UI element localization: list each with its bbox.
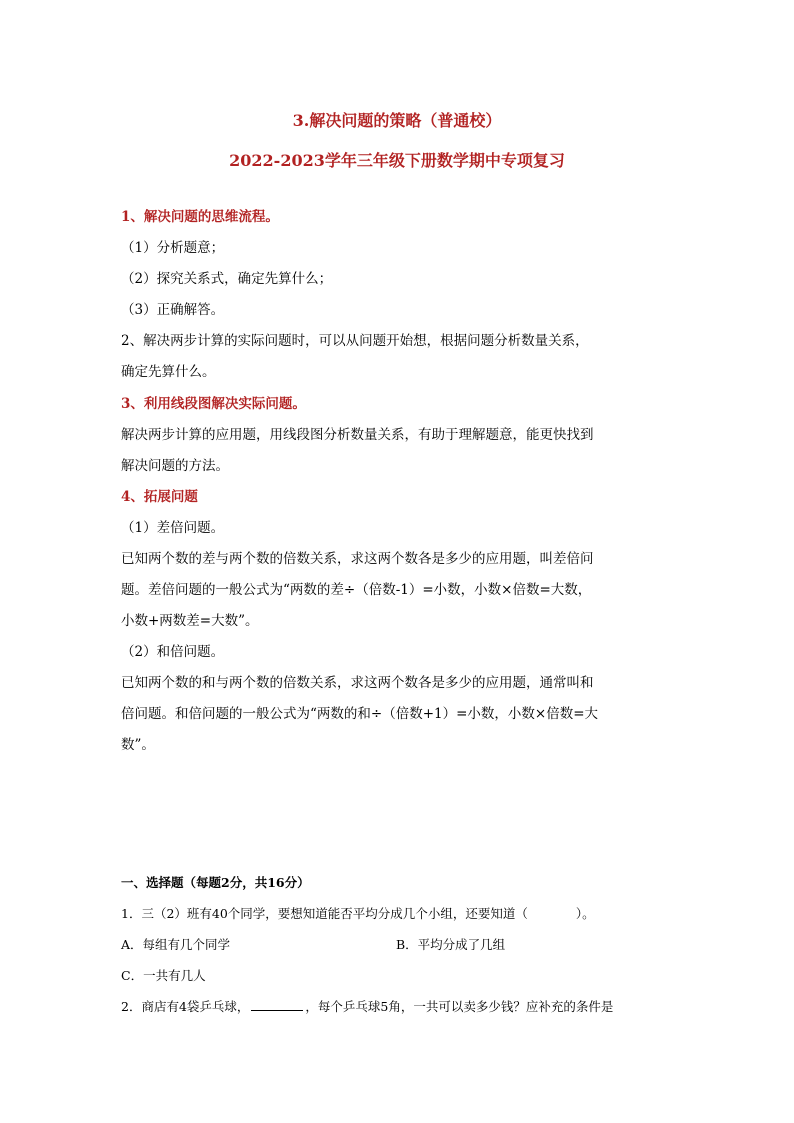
option-c: C．一共有几人 (121, 968, 206, 983)
document-subtitle: 2022-2023学年三年级下册数学期中专项复习 (229, 151, 565, 170)
paragraph-line-diagram-line1: 解决两步计算的应用题，用线段图分析数量关系，有助于理解题意，能更快找到 (121, 427, 594, 443)
subheading-sum-multiple: （2）和倍问题。 (121, 644, 225, 660)
question-1-text: 1．三（2）班有40个同学，要想知道能否平均分成几个小组，还要知道（ (121, 906, 528, 921)
difference-multiple-line2: 题。差倍问题的一般公式为“两数的差÷（倍数-1）=小数，小数×倍数=大数， (121, 582, 592, 598)
difference-multiple-line1: 已知两个数的差与两个数的倍数关系，求这两个数各是多少的应用题，叫差倍问 (121, 551, 594, 567)
question-1 (121, 904, 681, 924)
fill-blank[interactable] (251, 998, 303, 1011)
heading-thinking-process: 1、解决问题的思维流程。 (121, 209, 279, 225)
paragraph-two-step-line1: 2、解决两步计算的实际问题时，可以从问题开始想，根据问题分析数量关系， (121, 333, 589, 349)
sum-multiple-line1: 已知两个数的和与两个数的倍数关系，求这两个数各是多少的应用题，通常叫和 (121, 675, 594, 691)
section-choice-questions: 一、选择题（每题2分，共16分） (121, 875, 310, 890)
paragraph-two-step-line2: 确定先算什么。 (121, 364, 216, 380)
question-2-post: ，每个乒乓球5角，一共可以卖多少钱？应补充的条件是 (305, 999, 614, 1014)
document-title: 3.解决问题的策略（普通校） (292, 111, 502, 130)
heading-line-diagram: 3、利用线段图解决实际问题。 (121, 396, 306, 412)
heading-extension: 4、拓展问题 (121, 489, 198, 505)
step-3: （3）正确解答。 (121, 302, 225, 318)
option-a: A．每组有几个同学 (121, 937, 231, 952)
subheading-difference-multiple: （1）差倍问题。 (121, 520, 225, 536)
question-2 (121, 997, 681, 1017)
step-1: （1）分析题意； (121, 240, 225, 256)
difference-multiple-line3: 小数+两数差=大数”。 (121, 613, 259, 629)
sum-multiple-line3: 数”。 (121, 737, 155, 753)
question-2-pre: 2．商店有4袋乒乓球， (121, 999, 250, 1014)
question-1-close: ）。 (575, 906, 595, 921)
paragraph-line-diagram-line2: 解决问题的方法。 (121, 458, 229, 474)
step-2: （2）探究关系式，确定先算什么； (121, 271, 333, 287)
sum-multiple-line2: 倍问题。和倍问题的一般公式为“两数的和÷（倍数+1）=小数，小数×倍数=大 (121, 706, 599, 722)
option-b: B．平均分成了几组 (396, 937, 506, 952)
